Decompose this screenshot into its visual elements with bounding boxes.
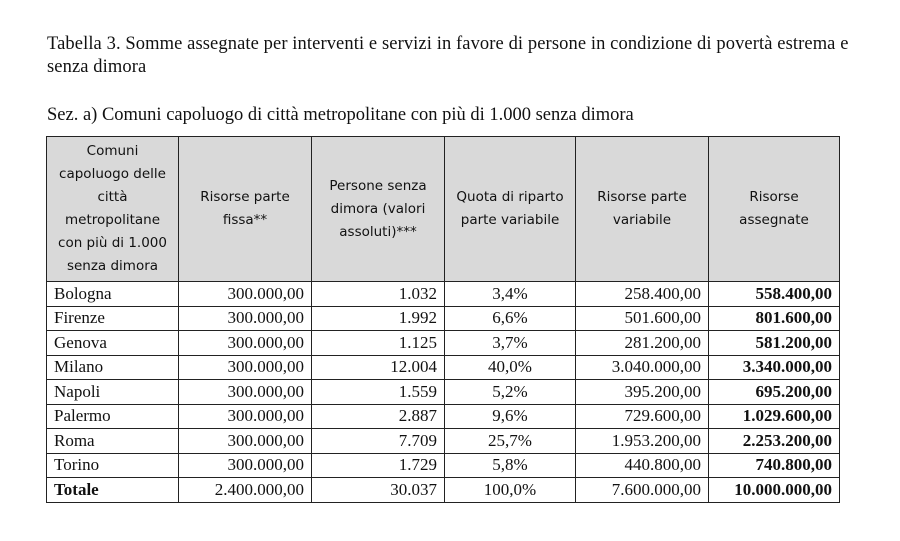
cell-persone: 1.559 — [312, 380, 445, 405]
table-row — [47, 282, 840, 307]
cell-persone: 1.125 — [312, 331, 445, 356]
cell-assegnate: 695.200,00 — [709, 380, 840, 405]
cell-total-persone: 30.037 — [312, 478, 445, 503]
cell-persone: 7.709 — [312, 429, 445, 454]
cell-assegnate: 558.400,00 — [709, 282, 840, 307]
total-row — [47, 478, 840, 503]
cell-comune: Bologna — [47, 282, 179, 307]
table-row — [47, 453, 840, 478]
cell-quota: 3,7% — [445, 331, 576, 356]
table-row — [47, 380, 840, 405]
table-caption: Tabella 3. Somme assegnate per interventi e servizi in favore di persone in condizione di povertà estrema e senza dimora — [47, 34, 849, 77]
cell-assegnate: 3.340.000,00 — [709, 355, 840, 380]
table-row — [47, 306, 840, 331]
cell-quota: 40,0% — [445, 355, 576, 380]
header-risorse-fissa: Risorse parte fissa** — [179, 137, 312, 282]
cell-assegnate: 2.253.200,00 — [709, 429, 840, 454]
cell-comune: Palermo — [47, 404, 179, 429]
cell-fissa: 300.000,00 — [179, 429, 312, 454]
cell-variabile: 1.953.200,00 — [576, 429, 709, 454]
cell-variabile: 440.800,00 — [576, 453, 709, 478]
cell-persone: 1.032 — [312, 282, 445, 307]
table-row — [47, 331, 840, 356]
table-row — [47, 355, 840, 380]
cell-fissa: 300.000,00 — [179, 404, 312, 429]
cell-fissa: 300.000,00 — [179, 380, 312, 405]
cell-variabile: 501.600,00 — [576, 306, 709, 331]
cell-fissa: 300.000,00 — [179, 331, 312, 356]
table-header-row — [47, 137, 840, 282]
cell-quota: 3,4% — [445, 282, 576, 307]
cell-persone: 1.729 — [312, 453, 445, 478]
cell-variabile: 395.200,00 — [576, 380, 709, 405]
header-risorse-assegnate: Risorse assegnate — [709, 137, 840, 282]
header-comuni: Comuni capoluogo delle città metropolitane con più di 1.000 senza dimora — [47, 137, 179, 282]
cell-persone: 2.887 — [312, 404, 445, 429]
cell-total-quota: 100,0% — [445, 478, 576, 503]
cell-comune: Napoli — [47, 380, 179, 405]
cell-total-assegnate: 10.000.000,00 — [709, 478, 840, 503]
cell-fissa: 300.000,00 — [179, 282, 312, 307]
cell-quota: 6,6% — [445, 306, 576, 331]
cell-quota: 25,7% — [445, 429, 576, 454]
cell-fissa: 300.000,00 — [179, 453, 312, 478]
cell-quota: 5,8% — [445, 453, 576, 478]
cell-fissa: 300.000,00 — [179, 306, 312, 331]
cell-variabile: 258.400,00 — [576, 282, 709, 307]
cell-assegnate: 801.600,00 — [709, 306, 840, 331]
table-row — [47, 404, 840, 429]
cell-comune: Torino — [47, 453, 179, 478]
cell-comune: Firenze — [47, 306, 179, 331]
cell-quota: 9,6% — [445, 404, 576, 429]
cell-assegnate: 740.800,00 — [709, 453, 840, 478]
cell-assegnate: 581.200,00 — [709, 331, 840, 356]
header-persone-senza-dimora: Persone senza dimora (valori assoluti)*** — [312, 137, 445, 282]
cell-assegnate: 1.029.600,00 — [709, 404, 840, 429]
cell-variabile: 281.200,00 — [576, 331, 709, 356]
header-quota-riparto: Quota di riparto parte variabile — [445, 137, 576, 282]
cell-comune: Milano — [47, 355, 179, 380]
allocation-table — [46, 136, 840, 503]
cell-comune: Roma — [47, 429, 179, 454]
cell-total-fissa: 2.400.000,00 — [179, 478, 312, 503]
table-row — [47, 429, 840, 454]
cell-persone: 12.004 — [312, 355, 445, 380]
cell-variabile: 3.040.000,00 — [576, 355, 709, 380]
cell-total-label: Totale — [47, 478, 179, 503]
section-title: Sez. a) Comuni capoluogo di città metropolitane con più di 1.000 senza dimora — [47, 105, 634, 125]
header-risorse-variabile: Risorse parte variabile — [576, 137, 709, 282]
cell-variabile: 729.600,00 — [576, 404, 709, 429]
cell-total-variabile: 7.600.000,00 — [576, 478, 709, 503]
cell-quota: 5,2% — [445, 380, 576, 405]
cell-fissa: 300.000,00 — [179, 355, 312, 380]
cell-persone: 1.992 — [312, 306, 445, 331]
cell-comune: Genova — [47, 331, 179, 356]
